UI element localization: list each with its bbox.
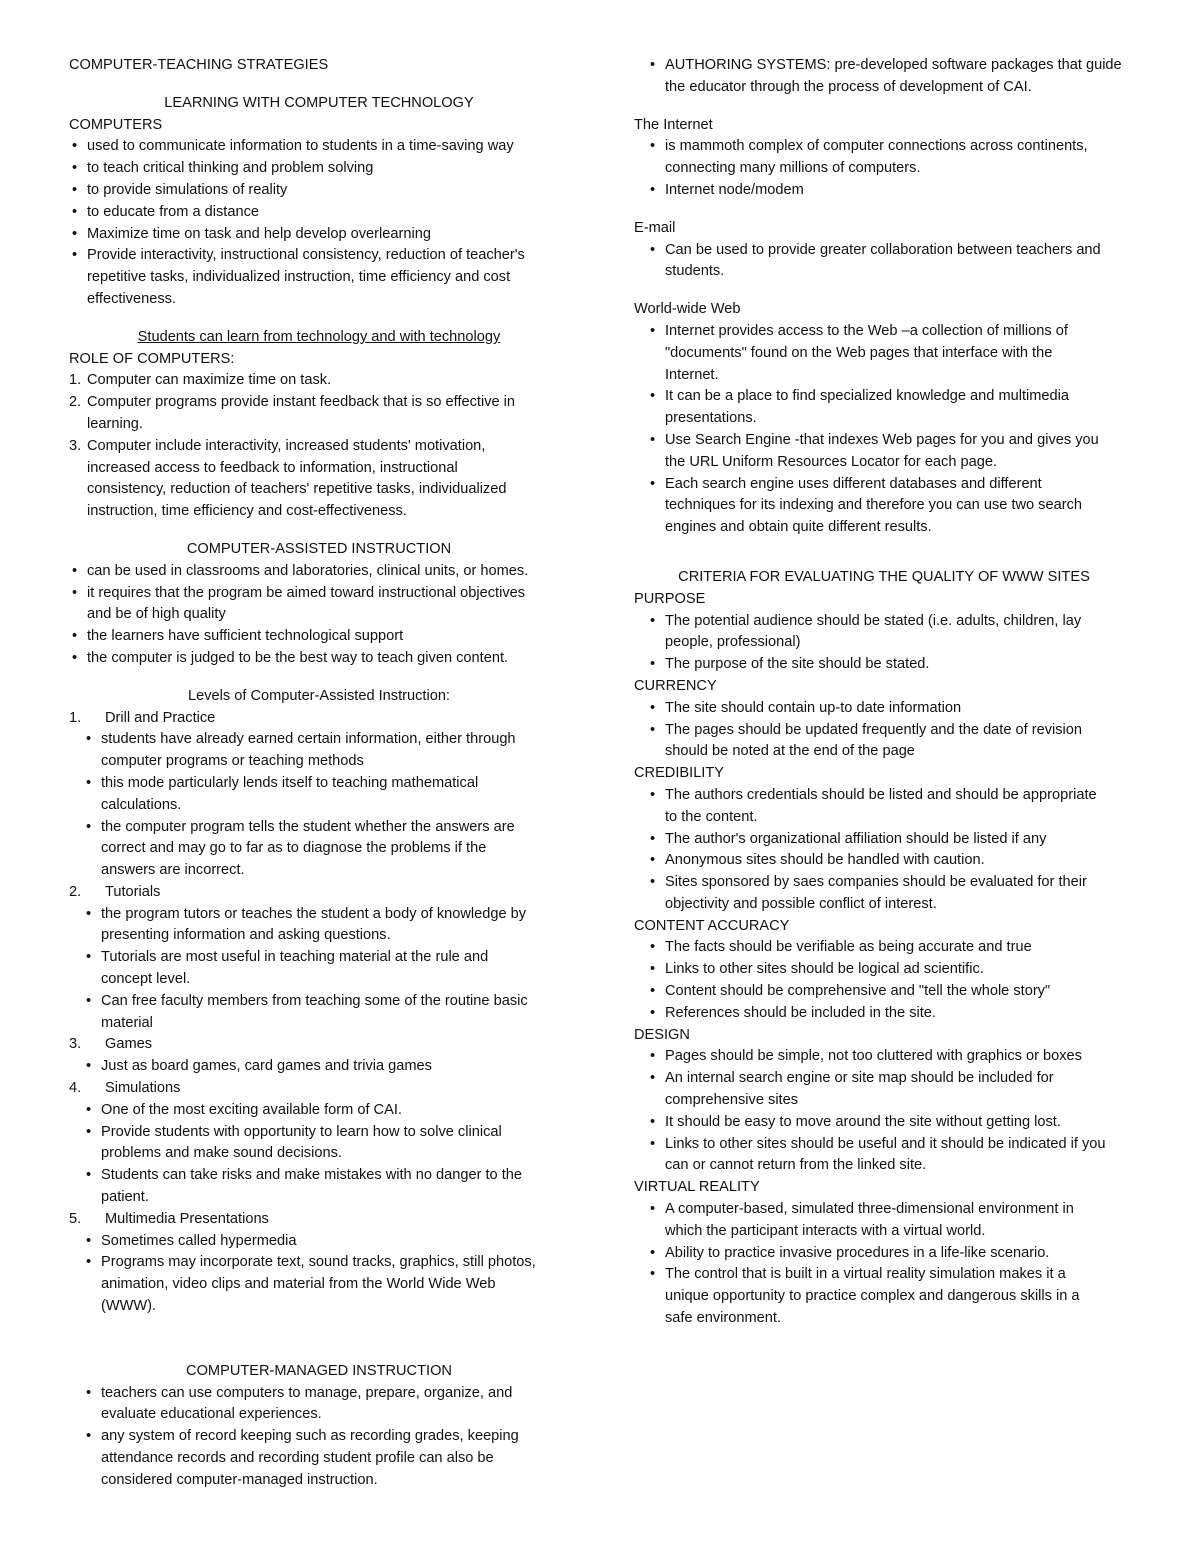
level-items [69,904,569,1035]
document-title: COMPUTER-TEACHING STRATEGIES [69,57,329,73]
item-text-line: consistency, reduction of teachers' repetitive tasks, individualized [87,481,507,498]
level-label: Games [105,1036,153,1053]
item-text-line: • Students can take risks and make mistakes with no danger to the [101,1167,523,1184]
criteria-heading: CRITERIA FOR EVALUATING THE QUALITY OF WWW SITES [678,568,1090,585]
list-item [634,1003,1134,1025]
item-text-line: • Internet node/modem [665,181,804,198]
list-item [69,991,569,1035]
list-item [634,829,1134,851]
item-text-line: unique opportunity to practice complex and dangerous skills in a [665,1288,1080,1305]
item-text-line: problems and make sound decisions. [101,1145,342,1162]
level-number: 1. [69,709,82,726]
item-text-line: Internet. [665,366,719,383]
cmi-heading: COMPUTER-MANAGED INSTRUCTION [186,1362,452,1379]
levels-list [69,708,569,1318]
item-text-line: increased access to feedback to information, instructional [87,459,458,476]
item-text-line: Computer can maximize time on task. [87,372,332,389]
list-item: • AUTHORING SYSTEMS: pre-developed software packages that guide the educator through the process of development of CAI. [634,55,1134,99]
item-text-line: the URL Uniform Resources Locator for each page. [665,453,998,470]
list-item [634,1264,1134,1329]
cai-list [69,561,569,670]
list-item [634,1112,1134,1134]
item-text-line: objectivity and possible conflict of interest. [665,895,937,912]
item-text-line: • it requires that the program be aimed toward instructional objectives [87,584,526,601]
criteria-sections [634,589,1134,1330]
criteria-items [634,937,1134,1024]
students-learn-line: Students can learn from technology and with technology [137,328,501,345]
item-text-line: concept level. [101,971,191,988]
item-text-line: • Can free faculty members from teaching some of the routine basic [101,992,528,1009]
item-text-line: • Programs may incorporate text, sound tracks, graphics, still photos, [101,1254,536,1271]
list-item [69,1122,569,1166]
level-label: Drill and Practice [105,709,216,726]
list-item [634,1199,1134,1243]
list-item [634,1068,1134,1112]
item-text-line: material [101,1014,153,1031]
item-text-line: Computer include interactivity, increased students' motivation, [87,437,486,454]
level-items [69,1231,569,1318]
item-text-line: people, professional) [665,634,801,651]
item-number: 1. [69,372,82,389]
internet-heading: The Internet [634,116,713,133]
item-text-line: • the learners have sufficient technological support [87,628,404,645]
item-text-line: • Anonymous sites should be handled with caution. [665,852,985,869]
item-text-line: instruction, time efficiency and cost-effectiveness. [87,503,407,520]
item-text-line: • Provide students with opportunity to learn how to solve clinical [101,1123,502,1140]
item-text-line: • Content should be comprehensive and "tell the whole story" [665,983,1051,1000]
level-heading [69,882,569,904]
item-text-line: • References should be included in the site. [665,1004,936,1021]
item-text-line: • used to communicate information to students in a time-saving way [87,138,514,155]
list-item [69,729,569,773]
item-text-line: computer programs or teaching methods [101,753,364,770]
criteria-subheading: DESIGN [634,1026,690,1043]
criteria-subheading: CONTENT ACCURACY [634,917,790,934]
criteria-items [634,698,1134,763]
item-text-line: • to educate from a distance [87,203,259,220]
item-text-line: • The potential audience should be stated (i.e. adults, children, lay [665,612,1082,629]
level-label: Tutorials [105,883,161,900]
item-text-line: • is mammoth complex of computer connections across continents, [665,138,1088,155]
item-text-line: • An internal search engine or site map should be included for [665,1070,1054,1087]
item-text-line: • the computer program tells the student whether the answers are [101,818,515,835]
item-text-line: and be of high quality [87,606,226,623]
item-text-line: learning. [87,415,143,432]
item-text-line: • Sometimes called hypermedia [101,1232,297,1249]
list-item [69,392,569,436]
cmi-list [69,1383,569,1492]
list-item [69,1165,569,1209]
list-item [634,474,1134,539]
item-text-line: • Maximize time on task and help develop overlearning [87,225,431,242]
item-text-line: • students have already earned certain information, either through [101,731,516,748]
list-item [69,1383,569,1427]
item-text-line: • Provide interactivity, instructional consistency, reduction of teacher's [87,247,525,264]
internet-list [634,136,1134,201]
email-list [634,240,1134,284]
section-heading-learning: LEARNING WITH COMPUTER TECHNOLOGY [164,94,474,111]
levels-heading: Levels of Computer-Assisted Instruction: [188,687,450,704]
item-text-line: attendance records and recording student profile can also be [101,1450,494,1467]
list-item [634,850,1134,872]
item-text-line: presenting information and asking questions. [101,927,391,944]
item-text-line: • Links to other sites should be useful and it should be indicated if you [665,1135,1106,1152]
list-item [69,817,569,882]
list-item [634,720,1134,764]
left-column [69,55,569,1492]
level-items [69,1056,569,1078]
list-item [634,937,1134,959]
item-text-line: which the participant interacts with a virtual world. [665,1222,986,1239]
item-text-line: • The authors credentials should be listed and should be appropriate [665,786,1097,803]
email-heading: E-mail [634,219,676,236]
list-item [69,626,569,648]
item-text-line: • The site should contain up-to date information [665,699,962,716]
list-item [634,981,1134,1003]
list-item [634,1134,1134,1178]
item-text-line: correct and may go to far as to diagnose the problems if the [101,840,487,857]
level-number: 3. [69,1036,82,1053]
item-number: 3. [69,437,82,454]
item-text-line: • this mode particularly lends itself to teaching mathematical [101,774,479,791]
item-text-line: connecting many millions of computers. [665,160,921,177]
item-text-line: repetitive tasks, individualized instruction, time efficiency and cost [87,269,511,286]
item-text-line: evaluate educational experiences. [101,1406,322,1423]
criteria-items [634,611,1134,676]
item-text-line: • Each search engine uses different databases and different [665,475,1042,492]
www-list [634,321,1134,539]
list-item [69,648,569,670]
item-text-line: • any system of record keeping such as recording grades, keeping [101,1428,519,1445]
right-column [634,55,1134,1330]
item-text-line: • teachers can use computers to manage, prepare, organize, and [101,1384,513,1401]
list-item [69,1100,569,1122]
list-item [634,698,1134,720]
item-text-line: • A computer-based, simulated three-dimensional environment in [665,1201,1074,1218]
item-text-line: • The control that is built in a virtual reality simulation makes it a [665,1266,1066,1283]
level-heading [69,1034,569,1056]
level-number: 5. [69,1210,82,1227]
item-text-line: calculations. [101,796,182,813]
list-item [634,959,1134,981]
item-text-line: • Sites sponsored by saes companies should be evaluated for their [665,874,1087,891]
level-items [69,1100,569,1209]
list-item [634,872,1134,916]
item-text-line: • to provide simulations of reality [87,181,288,198]
criteria-subheading: CREDIBILITY [634,765,725,782]
list-item [69,370,569,392]
item-text-line: "documents" found on the Web pages that interface with the [665,344,1053,361]
item-text-line: (WWW). [101,1298,157,1315]
item-text-line: • One of the most exciting available form of CAI. [101,1101,402,1118]
item-text-line: patient. [101,1189,149,1206]
criteria-subheading: PURPOSE [634,590,706,607]
list-item [69,773,569,817]
list-item [634,136,1134,180]
authoring-list [634,55,1134,99]
item-text-line: techniques for its indexing and therefore you can use two search [665,497,1082,514]
item-text-line: effectiveness. [87,290,176,307]
list-item [634,654,1134,676]
list-item [69,561,569,583]
level-number: 4. [69,1080,82,1097]
item-text-line: • It should be easy to move around the site without getting lost. [665,1113,1061,1130]
item-text-line: • to teach critical thinking and problem solving [87,160,374,177]
www-heading: World-wide Web [634,301,741,318]
list-item [69,1231,569,1253]
level-number: 2. [69,883,82,900]
list-item [69,436,569,523]
item-text-line: Computer programs provide instant feedback that is so effective in [87,394,516,411]
level-items [69,729,569,882]
item-text-line: • can be used in classrooms and laboratories, clinical units, or homes. [87,562,529,579]
level-heading [69,1078,569,1100]
item-number: 2. [69,394,82,411]
list-item [69,904,569,948]
level-heading [69,1209,569,1231]
list-item [69,947,569,991]
list-item [69,136,569,158]
item-text-line: • Links to other sites should be logical ad scientific. [665,961,984,978]
list-item [69,180,569,202]
level-label: Simulations [105,1080,181,1097]
list-item [634,321,1134,386]
item-text-line: • the program tutors or teaches the student a body of knowledge by [101,905,527,922]
item-text-line: • The purpose of the site should be stated. [665,656,930,673]
role-heading: ROLE OF COMPUTERS: [69,350,235,367]
computers-list [69,136,569,310]
list-item [69,158,569,180]
item-text-line: comprehensive sites [665,1092,799,1109]
level-heading [69,708,569,730]
item-text-line: animation, video clips and material from the World Wide Web [101,1276,496,1293]
list-item [634,430,1134,474]
item-text-line: • Ability to practice invasive procedures in a life-like scenario. [665,1244,1050,1261]
item-text-line: presentations. [665,410,757,427]
list-item [69,1426,569,1491]
item-text-line: • The author's organizational affiliation should be listed if any [665,830,1047,847]
item-text-line: answers are incorrect. [101,862,245,879]
item-text-line: considered computer-managed instruction. [101,1471,378,1488]
item-text-line: • Internet provides access to the Web –a collection of millions of [665,322,1068,339]
item-text-line: • the computer is judged to be the best way to teach given content. [87,649,509,666]
list-item [69,583,569,627]
criteria-items [634,1199,1134,1330]
level-label: Multimedia Presentations [105,1210,269,1227]
list-item [634,1046,1134,1068]
item-text-line: to the content. [665,808,758,825]
list-item [634,1243,1134,1265]
list-item [69,224,569,246]
list-item [634,240,1134,284]
list-item [69,1056,569,1078]
criteria-items [634,785,1134,916]
item-text-line: • Pages should be simple, not too cluttered with graphics or boxes [665,1048,1082,1065]
criteria-items [634,1046,1134,1177]
list-item [69,245,569,310]
item-text-line: can or cannot return from the linked site. [665,1157,927,1174]
computers-heading: COMPUTERS [69,116,163,133]
item-text-line: should be noted at the end of the page [665,743,915,760]
item-text-line: • The pages should be updated frequently and the date of revision [665,721,1083,738]
item-text-line: • Can be used to provide greater collaboration between teachers and [665,241,1101,258]
list-item [634,785,1134,829]
item-text-line: engines and obtain quite different results. [665,519,932,536]
list-item [69,202,569,224]
item-text-line: • Just as board games, card games and trivia games [101,1058,432,1075]
role-list [69,370,569,523]
item-text-line: students. [665,263,725,280]
list-item [634,611,1134,655]
cai-heading: COMPUTER-ASSISTED INSTRUCTION [186,540,452,557]
criteria-subheading: VIRTUAL REALITY [634,1179,760,1196]
list-item [69,1252,569,1317]
criteria-subheading: CURRENCY [634,677,717,694]
item-text-line: • The facts should be verifiable as being accurate and true [665,939,1032,956]
item-text-line: • Use Search Engine -that indexes Web pages for you and gives you [665,431,1099,448]
item-text-line: • It can be a place to find specialized knowledge and multimedia [665,388,1070,405]
list-item [634,180,1134,202]
item-text-line: safe environment. [665,1310,782,1327]
item-text-line: • Tutorials are most useful in teaching material at the rule and [101,949,489,966]
list-item [634,386,1134,430]
